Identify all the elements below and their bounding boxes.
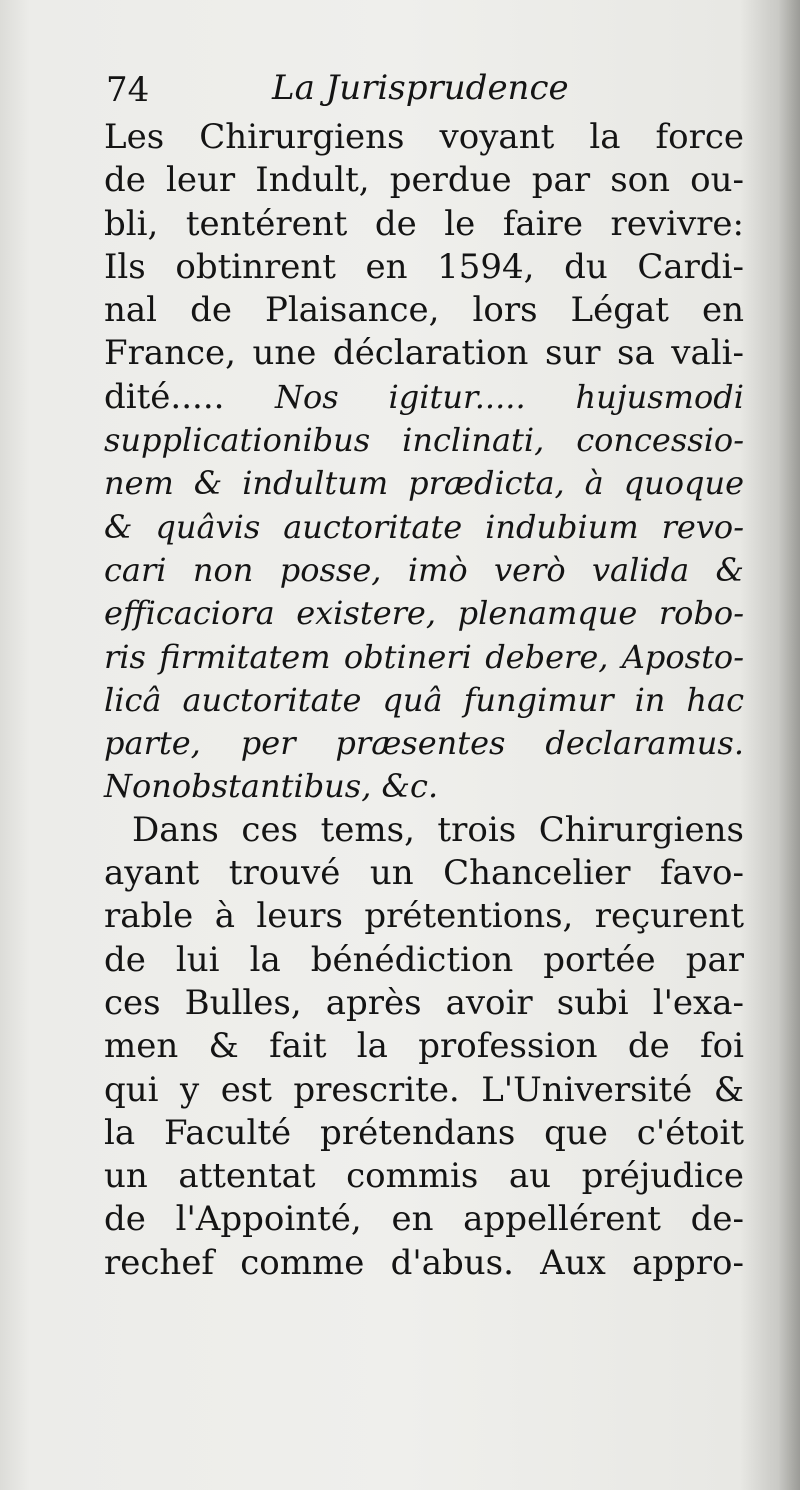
text-line: supplicationibus inclinati, concessio- — [104, 421, 744, 460]
text-block — [104, 64, 744, 1285]
text-line: de l'Appointé, en appellérent de- — [104, 1199, 744, 1240]
text-line: rechef comme d'abus. Aux appro- — [104, 1242, 744, 1283]
text-line: rable à leurs prétentions, reçurent — [104, 896, 744, 937]
text-line: efficaciora existere, plenamque robo- — [104, 594, 744, 633]
text-line: parte, per præsentes declaramus. — [104, 724, 744, 763]
text-line: qui y est prescrite. L'Université & — [104, 1069, 744, 1110]
page-gutter-shadow — [778, 0, 800, 1490]
text-line: France, une déclaration sur sa vali- — [104, 333, 744, 374]
text-line: la Faculté prétendans que c'étoit — [104, 1112, 744, 1153]
text-line: cari non posse, imò verò valida & — [104, 550, 744, 589]
running-title: La Jurisprudence — [272, 68, 569, 108]
text-line: nal de Plaisance, lors Légat en — [104, 290, 744, 331]
text-line: licâ auctoritate quâ fungimur in hac — [104, 680, 744, 719]
text-line: & quâvis auctoritate indubium revo- — [104, 507, 744, 546]
roman-run: dité..... — [104, 376, 275, 417]
paragraph — [104, 116, 744, 809]
text-line: men & fait la profession de foi — [104, 1026, 744, 1067]
page-number: 74 — [106, 70, 150, 110]
text-line: de leur Indult, perdue par son ou- — [104, 160, 744, 201]
text-line: Les Chirurgiens voyant la force — [104, 117, 744, 157]
text-line: un attentat commis au préjudice — [104, 1156, 744, 1197]
body-text — [104, 116, 744, 1285]
page-header — [104, 64, 744, 116]
italic-run: Nos igitur..... hujusmodi — [274, 377, 744, 416]
text-line: ces Bulles, après avoir subi l'exa- — [104, 982, 744, 1023]
text-line: Nonobstantibus, &c. — [104, 767, 439, 806]
text-line: Ils obtinrent en 1594, du Cardi- — [104, 246, 744, 287]
text-line: de lui la bénédiction portée par — [104, 939, 744, 980]
text-line: ayant trouvé un Chancelier favo- — [104, 853, 744, 894]
text-line: ris firmitatem obtineri debere, Aposto- — [104, 637, 744, 676]
text-line: Dans ces tems, trois Chirurgiens — [132, 809, 744, 850]
text-line — [104, 376, 744, 419]
text-line: nem & indultum prædicta, à quoque — [104, 464, 744, 503]
text-line: bli, tentérent de le faire revivre: — [104, 203, 744, 244]
paragraph — [104, 809, 744, 1285]
